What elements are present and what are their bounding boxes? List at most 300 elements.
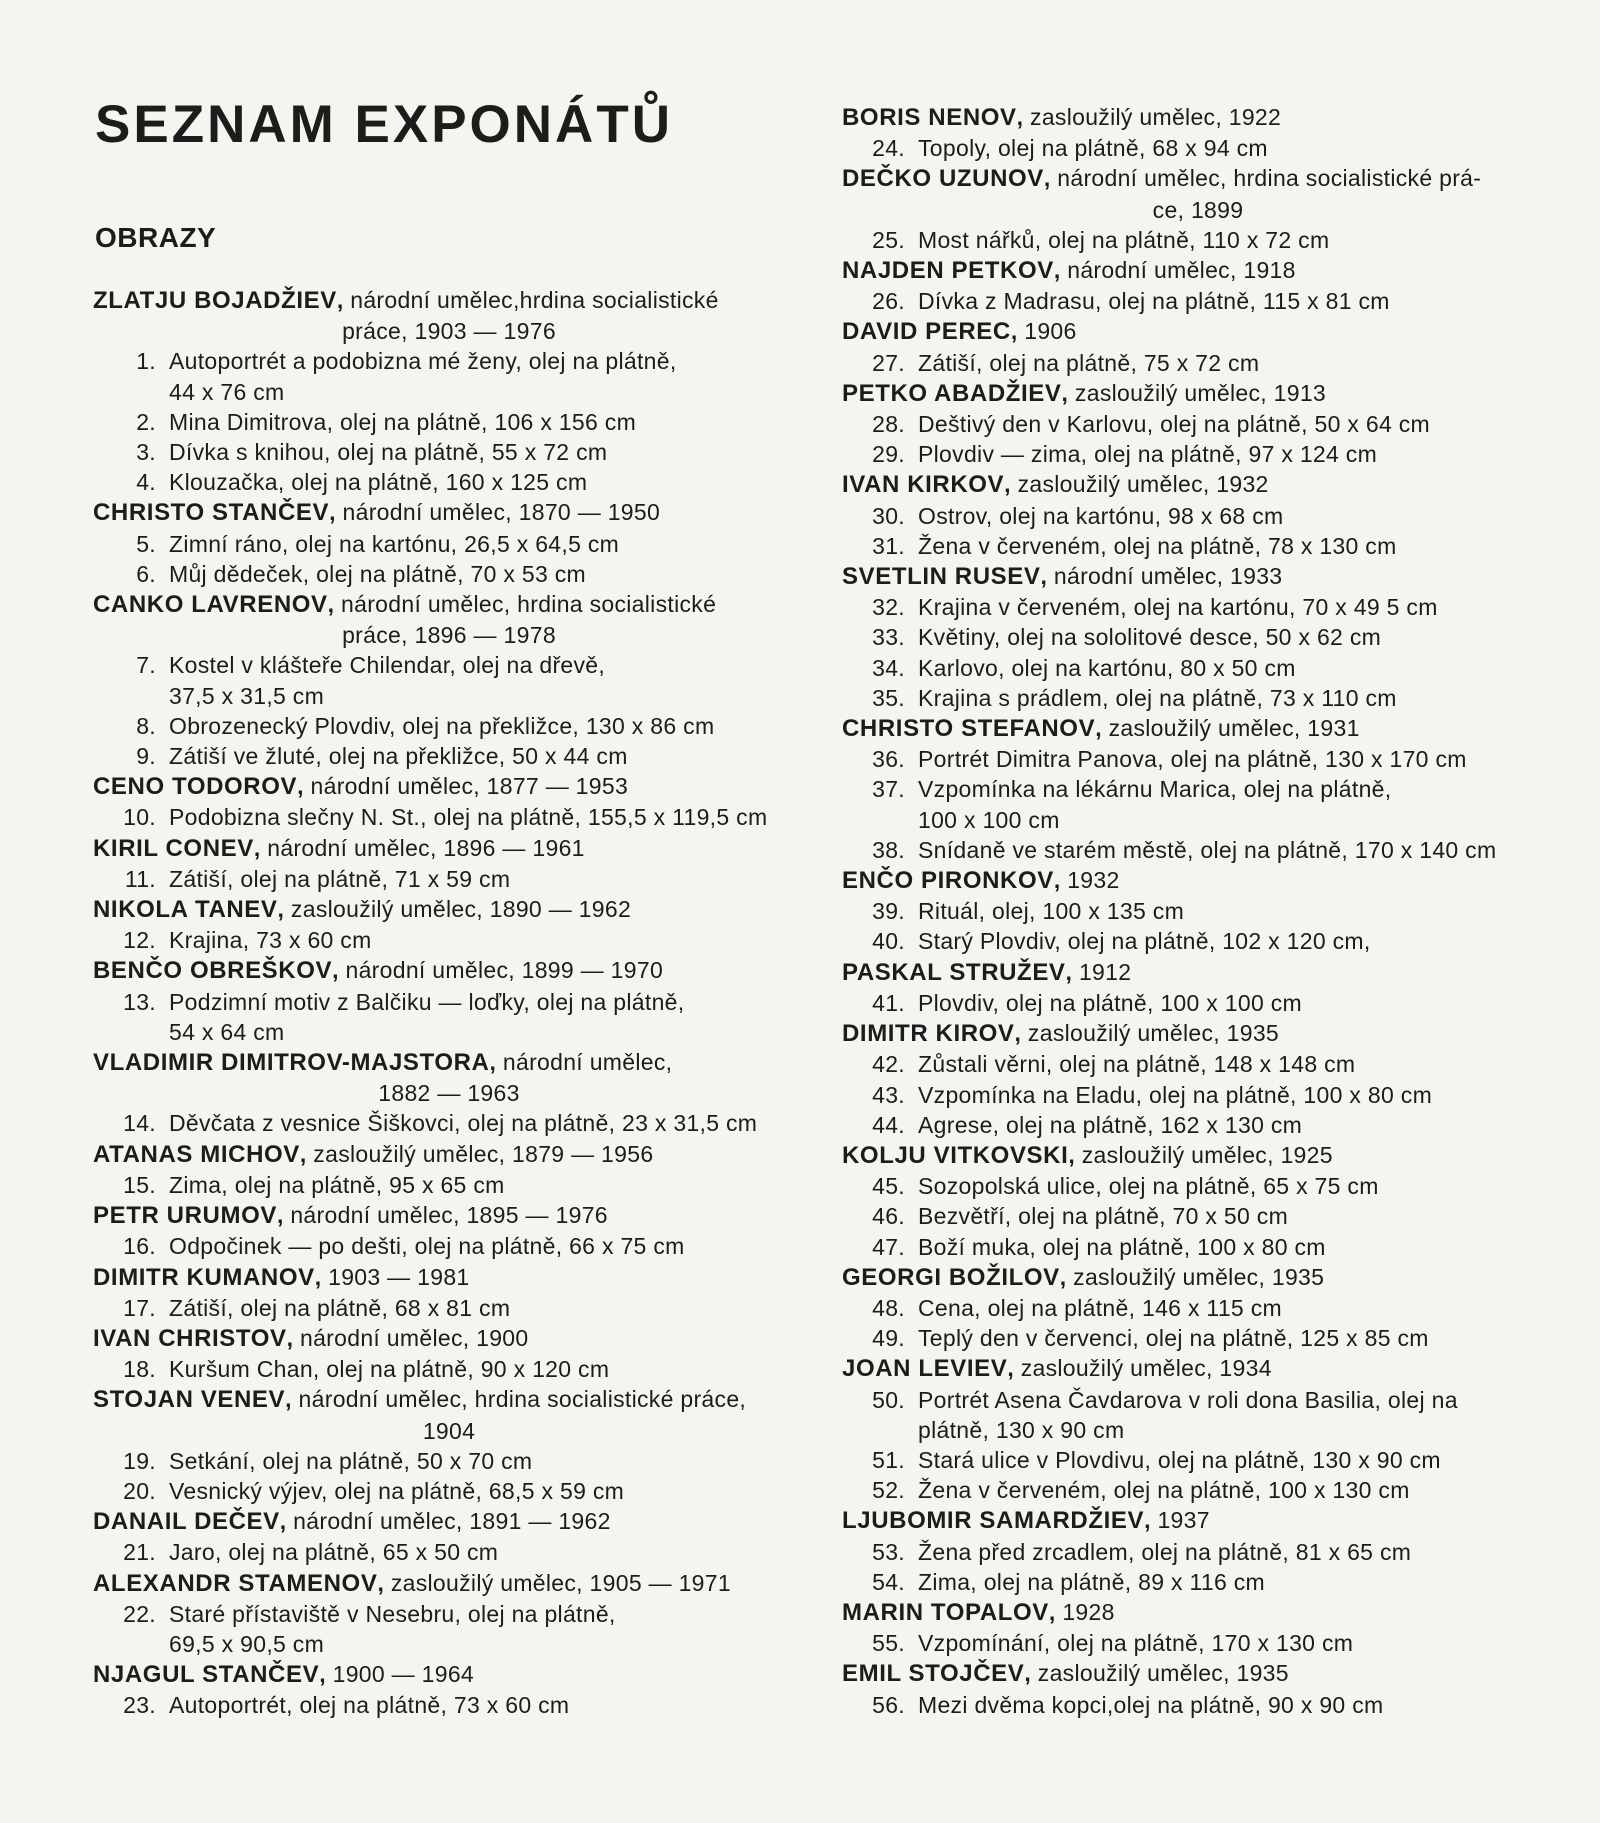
artist-info: 1903 — 1981 <box>328 1263 470 1290</box>
artist-name: KIRIL CONEV <box>93 834 254 862</box>
artist-separator: , <box>1053 867 1068 894</box>
artist-info-continued: ce, 1899 <box>1152 196 1244 223</box>
artist-name: ZLATJU BOJADŽIEV <box>93 287 337 314</box>
work-item <box>842 1690 1554 1720</box>
work-title: Podzimní motiv z Balčiku — loďky, olej na plátně, <box>169 988 685 1015</box>
work-item <box>842 1110 1554 1140</box>
work-number: 8. <box>136 712 156 739</box>
artist-name: KOLJU VITKOVSKI <box>842 1141 1069 1169</box>
work-title: Vesnický výjev, olej na plátně, 68,5 x 59 cm <box>169 1477 625 1504</box>
work-number: 29. <box>872 441 905 468</box>
work-title-continued: 69,5 x 90,5 cm <box>169 1630 325 1657</box>
work-number: 15. <box>123 1171 156 1198</box>
artist-entry <box>842 1018 1554 1049</box>
work-item <box>93 529 805 559</box>
artist-name: EMIL STOJČEV <box>842 1660 1025 1688</box>
work-title: Můj dědeček, olej na plátně, 70 x 53 cm <box>169 560 586 587</box>
artist-info: národní umělec, 1877 — 1953 <box>310 773 629 800</box>
artist-info: zasloužilý umělec, 1890 — 1962 <box>290 896 632 923</box>
work-number: 42. <box>872 1051 905 1078</box>
artist-info: zasloužilý umělec, 1935 <box>1037 1660 1289 1687</box>
artist-info: zasloužilý umělec, 1879 — 1956 <box>313 1140 654 1167</box>
work-item <box>93 1446 805 1476</box>
work-title: Děvčata z vesnice Šiškovci, olej na plátně, 23 x 31,5 cm <box>169 1110 758 1137</box>
work-number: 37. <box>872 776 905 803</box>
work-title: Mina Dimitrova, olej na plátně, 106 x 156 cm <box>169 408 637 435</box>
artist-separator: , <box>377 1569 391 1596</box>
work-item <box>93 1170 805 1200</box>
work-number: 54. <box>872 1568 905 1595</box>
artist-entry <box>93 1568 805 1599</box>
work-number: 9. <box>136 743 156 770</box>
artist-entry <box>93 955 805 986</box>
artist-entry <box>842 316 1554 347</box>
work-number: 40. <box>872 928 905 955</box>
artist-separator: , <box>277 896 291 923</box>
work-title: Agrese, olej na plátně, 162 x 130 cm <box>918 1111 1303 1138</box>
work-title: Zátiší, olej na plátně, 68 x 81 cm <box>169 1294 511 1321</box>
artist-info: národní umělec, 1870 — 1950 <box>342 499 661 526</box>
artist-entry <box>93 285 805 346</box>
artist-entry <box>842 1262 1554 1293</box>
work-item <box>842 1201 1554 1231</box>
work-number: 6. <box>136 560 156 587</box>
work-title: Vzpomínání, olej na plátně, 170 x 130 cm <box>918 1630 1354 1657</box>
artist-name: VLADIMIR DIMITROV-MAJSTORA <box>93 1049 490 1077</box>
artist-info: národní umělec, 1895 — 1976 <box>290 1202 608 1229</box>
artist-separator: , <box>1068 1141 1082 1168</box>
artist-separator: , <box>279 1508 294 1535</box>
work-title: Stará ulice v Plovdivu, olej na plátně, 130 x 90 cm <box>918 1446 1441 1473</box>
artist-entry <box>842 1353 1554 1384</box>
artist-name: SVETLIN RUSEV <box>842 563 1041 591</box>
artist-entry <box>842 378 1554 409</box>
artist-name: ATANAS MICHOV <box>93 1140 300 1168</box>
work-title: Staré přístaviště v Nesebru, olej na plátně, <box>169 1600 616 1627</box>
artist-separator: , <box>285 1386 299 1413</box>
artist-entry <box>93 1047 805 1108</box>
work-number: 28. <box>872 411 905 438</box>
artist-separator: , <box>319 1661 333 1688</box>
artist-separator: , <box>286 1324 300 1351</box>
work-item <box>93 711 805 741</box>
work-item <box>842 744 1554 774</box>
work-title: Žena před zrcadlem, olej na plátně, 81 x 65 cm <box>918 1538 1412 1565</box>
artist-info: zasloužilý umělec, 1932 <box>1017 471 1269 498</box>
artist-info-continued: práce, 1896 — 1978 <box>342 622 556 649</box>
work-number: 23. <box>123 1692 156 1719</box>
artist-separator: , <box>1024 1660 1038 1687</box>
work-item <box>842 653 1554 683</box>
work-item <box>842 926 1554 956</box>
artist-name: PASKAL STRUŽEV <box>842 958 1066 986</box>
artist-name: JOAN LEVIEV <box>842 1355 1008 1383</box>
artist-info: 1900 — 1964 <box>332 1661 475 1688</box>
work-number: 44. <box>872 1111 905 1138</box>
artist-entry <box>93 1506 805 1537</box>
work-title: Setkání, olej na plátně, 50 x 70 cm <box>169 1447 533 1474</box>
work-number: 52. <box>872 1477 905 1504</box>
work-number: 10. <box>123 804 156 831</box>
work-number: 41. <box>872 989 905 1016</box>
artist-separator: , <box>297 773 311 800</box>
artist-entry <box>93 1659 805 1690</box>
artist-name: DEČKO UZUNOV <box>842 165 1044 193</box>
work-number: 3. <box>136 439 156 466</box>
work-title: Vzpomínka na Eladu, olej na plátně, 100 x 80 cm <box>918 1081 1433 1108</box>
artist-separator: , <box>1007 1355 1021 1382</box>
work-title: Klouzačka, olej na plátně, 160 x 125 cm <box>169 469 588 496</box>
work-item <box>93 407 805 437</box>
work-title: Krajina v červeném, olej na kartónu, 70 x 49 5 cm <box>918 594 1438 621</box>
artist-info: zasloužilý umělec, 1913 <box>1074 379 1327 406</box>
artist-name: BENČO OBREŠKOV <box>93 957 333 985</box>
work-number: 46. <box>872 1203 905 1230</box>
work-title: Podobizna slečny N. St., olej na plátně, 155,5 x 119,5 cm <box>169 804 768 831</box>
work-title: Zůstali věrni, olej na plátně, 148 x 148 cm <box>918 1051 1356 1078</box>
artist-entry <box>842 865 1554 896</box>
work-number: 22. <box>123 1600 156 1627</box>
work-title: Sozopolská ulice, olej na plátně, 65 x 75 cm <box>918 1173 1379 1200</box>
artist-info: 1937 <box>1157 1507 1210 1534</box>
artist-name: CENO TODOROV <box>93 773 298 801</box>
work-number: 30. <box>872 502 905 529</box>
artist-info: národní umělec, 1933 <box>1053 563 1283 590</box>
work-title: Zátiší ve žluté, olej na překližce, 50 x 44 cm <box>169 743 628 770</box>
work-title: Plovdiv, olej na plátně, 100 x 100 cm <box>918 989 1303 1016</box>
artist-info: 1932 <box>1067 867 1120 894</box>
artist-entry <box>842 561 1554 592</box>
artist-name: IVAN CHRISTOV <box>93 1324 287 1352</box>
work-item <box>842 225 1554 255</box>
work-number: 19. <box>123 1447 156 1474</box>
artist-info: zasloužilý umělec, 1934 <box>1020 1355 1272 1382</box>
artist-name: CHRISTO STANČEV <box>93 499 330 527</box>
artist-name: ENČO PIRONKOV <box>842 867 1054 895</box>
artist-separator: , <box>1059 1263 1074 1290</box>
artist-info: 1912 <box>1078 958 1132 985</box>
work-item <box>93 925 805 955</box>
work-item <box>93 1108 805 1138</box>
work-number: 13. <box>123 988 156 1015</box>
artist-info: národní umělec, 1891 — 1962 <box>293 1508 611 1535</box>
work-title: Cena, olej na plátně, 146 x 115 cm <box>918 1294 1282 1321</box>
work-item <box>842 133 1554 163</box>
work-number: 25. <box>872 226 905 253</box>
work-number: 20. <box>123 1477 156 1504</box>
work-number: 48. <box>872 1294 905 1321</box>
work-number: 31. <box>872 532 905 559</box>
page-title: SEZNAM EXPONÁTŮ <box>95 95 673 154</box>
artist-separator: , <box>253 834 268 861</box>
work-item <box>93 1231 805 1261</box>
artist-info: národní umělec, hrdina socialistické <box>341 591 717 618</box>
work-title: Mezi dvěma kopci,olej na plátně, 90 x 90 cm <box>918 1691 1384 1718</box>
work-item <box>842 896 1554 926</box>
artist-separator: , <box>314 1263 329 1290</box>
work-title: Odpočinek — po dešti, olej na plátně, 66 x 75 cm <box>169 1233 685 1260</box>
work-title: Ostrov, olej na kartónu, 98 x 68 cm <box>918 502 1284 529</box>
work-item <box>93 650 805 710</box>
artist-separator: , <box>276 1202 291 1229</box>
artist-entry <box>842 1597 1554 1628</box>
artist-separator: , <box>489 1049 503 1076</box>
work-title: Most nářků, olej na plátně, 110 x 72 cm <box>918 226 1330 253</box>
work-title: Zimní ráno, olej na kartónu, 26,5 x 64,5 cm <box>169 530 620 557</box>
work-item <box>842 1628 1554 1658</box>
artist-entry <box>842 163 1554 224</box>
artist-info: 1928 <box>1062 1598 1115 1625</box>
artist-name: GEORGI BOŽILOV <box>842 1263 1060 1291</box>
artist-name: CANKO LAVRENOV <box>93 591 328 619</box>
work-item <box>842 1080 1554 1110</box>
work-number: 34. <box>872 654 905 681</box>
artist-entry <box>93 1262 805 1293</box>
artist-info: národní umělec, <box>502 1049 673 1076</box>
artist-info: národní umělec, 1900 <box>300 1324 529 1351</box>
work-title: Deštivý den v Karlovu, olej na plátně, 50 x 64 cm <box>918 411 1431 438</box>
work-title: Kostel v klášteře Chilendar, olej na dřevě, <box>169 652 606 679</box>
artist-name: MARIN TOPALOV <box>842 1598 1049 1626</box>
artist-separator: , <box>1095 715 1109 742</box>
work-number: 27. <box>872 349 905 376</box>
work-title: Starý Plovdiv, olej na plátně, 102 x 120 cm, <box>918 928 1371 955</box>
work-number: 50. <box>872 1386 905 1413</box>
work-item <box>842 1537 1554 1567</box>
artist-entry <box>93 1200 805 1231</box>
artist-entry <box>842 255 1554 286</box>
work-number: 56. <box>872 1691 905 1718</box>
work-title: Obrozenecký Plovdiv, olej na překližce, 130 x 86 cm <box>169 712 715 739</box>
artist-name: STOJAN VENEV <box>93 1386 286 1414</box>
work-number: 39. <box>872 898 905 925</box>
work-item <box>93 346 805 406</box>
work-title: Karlovo, olej na kartónu, 80 x 50 cm <box>918 654 1296 681</box>
work-number: 51. <box>872 1446 905 1473</box>
work-number: 55. <box>872 1630 905 1657</box>
work-item <box>842 988 1554 1018</box>
artist-entry <box>842 469 1554 500</box>
work-item <box>93 437 805 467</box>
artist-info: národní umělec, hrdina socialistické práce, <box>298 1386 747 1413</box>
work-item <box>93 987 805 1047</box>
work-number: 33. <box>872 624 905 651</box>
work-item <box>93 1293 805 1323</box>
artist-separator: , <box>1014 1020 1028 1047</box>
work-title: Snídaně ve starém městě, olej na plátně, 170 x 140 cm <box>918 836 1497 863</box>
work-number: 1. <box>136 348 156 375</box>
artist-info-continued: 1904 <box>422 1417 476 1444</box>
work-number: 18. <box>123 1356 156 1383</box>
artist-separator: , <box>1010 318 1025 345</box>
work-title: Portrét Dimitra Panova, olej na plátně, 130 x 170 cm <box>918 746 1467 773</box>
artist-name: PETR URUMOV <box>93 1202 277 1230</box>
work-title: Zátiší, olej na plátně, 75 x 72 cm <box>918 349 1260 376</box>
work-number: 49. <box>872 1325 905 1352</box>
work-number: 24. <box>872 135 905 162</box>
artist-info: 1906 <box>1024 318 1077 345</box>
right-column <box>842 102 1554 1720</box>
work-title: Autoportrét, olej na plátně, 73 x 60 cm <box>169 1692 570 1719</box>
work-item <box>842 1567 1554 1597</box>
work-item <box>842 1171 1554 1201</box>
artist-info: národní umělec, 1896 — 1961 <box>267 834 585 861</box>
work-title: Topoly, olej na plátně, 68 x 94 cm <box>918 135 1268 162</box>
artist-separator: , <box>299 1140 314 1167</box>
work-title-continued: 100 x 100 cm <box>918 806 1060 833</box>
artist-name: DIMITR KUMANOV <box>93 1263 315 1291</box>
work-item <box>842 501 1554 531</box>
work-number: 17. <box>123 1294 156 1321</box>
work-item <box>93 1599 805 1659</box>
work-item <box>842 409 1554 439</box>
work-item <box>842 1293 1554 1323</box>
work-item <box>842 774 1554 834</box>
artist-name: BORIS NENOV <box>842 104 1017 131</box>
work-item <box>93 1354 805 1384</box>
artist-separator: , <box>327 591 342 618</box>
work-number: 43. <box>872 1081 905 1108</box>
artist-separator: , <box>1040 563 1054 590</box>
artist-entry <box>93 894 805 925</box>
work-title: Zima, olej na plátně, 95 x 65 cm <box>169 1171 505 1198</box>
work-title: Portrét Asena Čavdarova v roli dona Basilia, olej na <box>918 1386 1458 1413</box>
artist-name: NAJDEN PETKOV <box>842 257 1054 285</box>
work-number: 16. <box>123 1233 156 1260</box>
work-item <box>842 1475 1554 1505</box>
work-title-continued: 54 x 64 cm <box>169 1018 285 1045</box>
work-item <box>842 1049 1554 1079</box>
work-title: Jaro, olej na plátně, 65 x 50 cm <box>169 1539 499 1566</box>
artist-entry <box>842 1658 1554 1689</box>
work-title: Zátiší, olej na plátně, 71 x 59 cm <box>169 865 511 892</box>
artist-name: IVAN KIRKOV <box>842 471 1005 499</box>
artist-separator: , <box>1053 257 1068 284</box>
work-title: Bezvětří, olej na plátně, 70 x 50 cm <box>918 1203 1289 1230</box>
work-title-continued: 37,5 x 31,5 cm <box>169 682 325 709</box>
artist-info: zasloužilý umělec, 1935 <box>1073 1263 1325 1290</box>
artist-entry <box>93 589 805 650</box>
work-item <box>842 1232 1554 1262</box>
artist-info-continued: práce, 1903 — 1976 <box>342 318 556 345</box>
work-title-continued: plátně, 130 x 90 cm <box>918 1416 1125 1443</box>
work-item <box>842 439 1554 469</box>
artist-separator: , <box>332 957 346 984</box>
artist-separator: , <box>1061 379 1075 406</box>
artist-entry <box>93 497 805 528</box>
work-number: 47. <box>872 1233 905 1260</box>
artist-entry <box>842 1505 1554 1536</box>
artist-entry <box>842 1140 1554 1171</box>
work-title-continued: 44 x 76 cm <box>169 378 285 405</box>
artist-entry <box>93 833 805 864</box>
work-number: 5. <box>136 530 156 557</box>
work-title: Žena v červeném, olej na plátně, 78 x 130 cm <box>918 532 1397 559</box>
artist-info: zasloužilý umělec, 1905 — 1971 <box>390 1569 731 1596</box>
work-item <box>93 1476 805 1506</box>
artist-separator: , <box>1048 1598 1063 1625</box>
work-item <box>93 1690 805 1720</box>
work-title: Vzpomínka na lékárnu Marica, olej na plátně, <box>918 776 1392 803</box>
artist-entry <box>842 102 1554 133</box>
work-number: 45. <box>872 1173 905 1200</box>
work-number: 53. <box>872 1538 905 1565</box>
work-item <box>93 864 805 894</box>
artist-separator: , <box>1043 165 1058 192</box>
section-heading: OBRAZY <box>95 222 217 253</box>
work-item <box>842 835 1554 865</box>
work-item <box>842 1385 1554 1445</box>
work-number: 14. <box>123 1110 156 1137</box>
work-title: Květiny, olej na sololitové desce, 50 x 62 cm <box>918 624 1382 651</box>
artist-entry <box>93 1323 805 1354</box>
work-item <box>93 802 805 832</box>
work-number: 26. <box>872 288 905 315</box>
work-number: 7. <box>136 652 156 679</box>
artist-name: NIKOLA TANEV <box>93 896 278 924</box>
work-number: 38. <box>872 836 905 863</box>
work-title: Plovdiv — zima, olej na plátně, 97 x 124 cm <box>918 441 1378 468</box>
work-number: 35. <box>872 684 905 711</box>
artist-name: LJUBOMIR SAMARDŽIEV <box>842 1507 1145 1535</box>
artist-name: ALEXANDR STAMENOV <box>93 1569 378 1597</box>
artist-separator: , <box>1004 471 1018 498</box>
work-item <box>842 592 1554 622</box>
work-item <box>842 348 1554 378</box>
artist-entry <box>842 713 1554 744</box>
artist-separator: , <box>336 287 351 313</box>
work-item <box>842 286 1554 316</box>
artist-name: DIMITR KIROV <box>842 1020 1015 1048</box>
artist-name: PETKO ABADŽIEV <box>842 379 1062 407</box>
work-item <box>842 683 1554 713</box>
work-item <box>842 1445 1554 1475</box>
artist-entry <box>93 771 805 802</box>
artist-separator: , <box>1016 104 1031 130</box>
work-item <box>842 622 1554 652</box>
artist-entry <box>93 1139 805 1170</box>
work-title: Krajina, 73 x 60 cm <box>169 927 372 954</box>
artist-info: národní umělec, 1918 <box>1067 257 1296 284</box>
work-number: 12. <box>123 927 156 954</box>
artist-info-continued: 1882 — 1963 <box>378 1080 520 1107</box>
work-item <box>93 559 805 589</box>
artist-name: NJAGUL STANČEV <box>93 1661 320 1689</box>
artist-name: DANAIL DEČEV <box>93 1508 280 1536</box>
work-title: Zima, olej na plátně, 89 x 116 cm <box>918 1568 1265 1595</box>
work-title: Teplý den v červenci, olej na plátně, 125 x 85 cm <box>918 1325 1429 1352</box>
work-title: Rituál, olej, 100 x 135 cm <box>918 898 1185 925</box>
artist-separator: , <box>329 499 343 526</box>
artist-entry <box>842 957 1554 988</box>
work-title: Žena v červeném, olej na plátně, 100 x 130 cm <box>918 1477 1410 1504</box>
work-item <box>93 1537 805 1567</box>
work-number: 36. <box>872 746 905 773</box>
artist-separator: , <box>1065 958 1079 985</box>
work-title: Autoportrét a podobizna mé ženy, olej na plátně, <box>169 348 677 375</box>
work-number: 21. <box>123 1539 156 1566</box>
artist-info: národní umělec,hrdina socialistické <box>350 287 719 313</box>
artist-info: národní umělec, hrdina socialistické prá- <box>1057 165 1482 192</box>
artist-entry <box>93 1384 805 1445</box>
artist-separator: , <box>1144 1507 1158 1534</box>
work-number: 4. <box>136 469 156 496</box>
work-title: Boží muka, olej na plátně, 100 x 80 cm <box>918 1233 1326 1260</box>
work-number: 11. <box>124 865 156 892</box>
work-item <box>842 531 1554 561</box>
work-title: Dívka z Madrasu, olej na plátně, 115 x 81 cm <box>918 288 1390 315</box>
work-number: 2. <box>136 408 156 435</box>
